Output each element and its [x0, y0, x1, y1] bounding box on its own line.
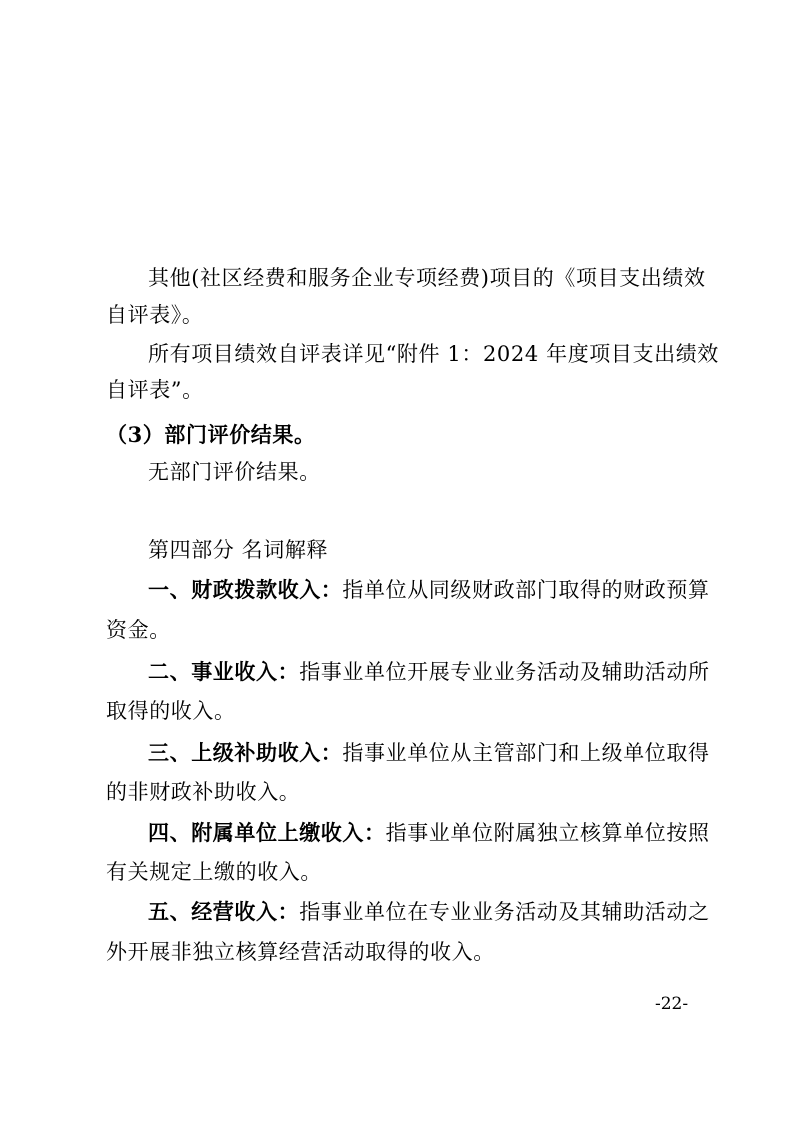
paragraph-line: 其他(社区经费和服务企业专项经费)项目的《项目支出绩效 — [148, 266, 706, 290]
paragraph-line: 自评表”。 — [106, 378, 204, 402]
definition-text: 指事业单位附属独立核算单位按照 — [385, 821, 710, 845]
definition-term: 四、附属单位上缴收入： — [148, 820, 386, 845]
definition-first-line — [148, 577, 710, 603]
definition-term: 五、经营收入： — [148, 899, 300, 924]
page-number: -22- — [655, 994, 689, 1014]
definition-first-line — [148, 740, 710, 766]
paragraph-line: 自评表》。 — [106, 303, 204, 327]
definition-second-line: 有关规定上缴的收入。 — [106, 860, 322, 884]
definition-text: 指事业单位开展专业业务活动及辅助活动所 — [299, 660, 710, 684]
section-heading: （3）部门评价结果。 — [106, 422, 316, 447]
paragraph-line: 所有项目绩效自评表详见“附件 1：2024 年度项目支出绩效 — [148, 342, 719, 366]
definition-term: 三、上级补助收入： — [148, 740, 343, 765]
definition-second-line: 资金。 — [106, 618, 171, 642]
definition-first-line — [148, 899, 710, 925]
definition-second-line: 取得的收入。 — [106, 699, 236, 723]
definition-second-line: 外开展非独立核算经营活动取得的收入。 — [106, 940, 495, 964]
definition-first-line — [148, 659, 710, 685]
definition-second-line: 的非财政补助收入。 — [106, 780, 301, 804]
definition-first-line — [148, 820, 710, 846]
definition-text: 指事业单位在专业业务活动及其辅助活动之 — [299, 900, 710, 924]
definition-term: 一、财政拨款收入： — [148, 577, 343, 602]
definition-term: 二、事业收入： — [148, 659, 300, 684]
definition-text: 指单位从同级财政部门取得的财政预算 — [342, 578, 710, 602]
paragraph-line: 无部门评价结果。 — [148, 460, 321, 484]
definition-text: 指事业单位从主管部门和上级单位取得 — [342, 741, 710, 765]
part-title: 第四部分 名词解释 — [148, 538, 329, 562]
